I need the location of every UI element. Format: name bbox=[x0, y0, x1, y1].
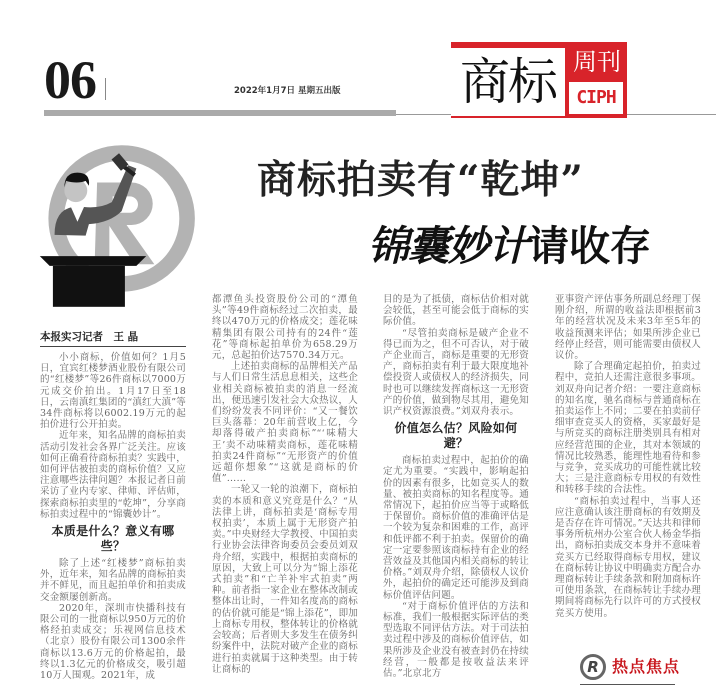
article-column-1 bbox=[40, 352, 186, 681]
paragraph: 除了合理确定起拍价，拍卖过程中，竞拍人还需注意很多事项。刘双舟向记者介绍：一要注意商标的知名度，驰名商标与普通商标在拍卖运作上不同；二要在拍卖前仔细审查竞买人的资格，买家最好是与所竞买的商标注册类别具有相对应经营范围的企业，其对本领域的情况比较熟悉，能理性地看待和参与竞争，竞买成功的可能性就比较大；三是注意商标专用权的有效性和转移手续的合法性。 bbox=[555, 361, 701, 496]
paragraph: 小小商标，价值如何？1月5日，宜宾红楼梦酒业股份有限公司的“红楼梦”等26件商标以7000万元成交价拍出。1月17日至18日，云南滇红集团的“滇红大滇”等34件商标将以6002.19万元的起拍价进行公开拍卖。 bbox=[40, 352, 186, 431]
logo-main-text: 商标 bbox=[451, 48, 565, 116]
paragraph: 目的是为了抵债，商标估价相对就会较低，甚至可能会低于商标的实际价值。 bbox=[383, 294, 529, 328]
headline-subtitle bbox=[368, 221, 651, 271]
paragraph: 上述拍卖商标的品牌相关产品与人们日常生活息息相关，这些企业相关商标被拍卖的消息一经流出，便迅速引发社会大众热议，人们纷纷发表不同评价：“又一餐饮巨头落幕：20年前营收上亿，今却落得破产拍卖商标”“‘味精大王’卖不动味精卖商标，莲花味精拍卖24件商标”“无形资产的价值远超你想象”“这就是商标的价值”…… bbox=[212, 361, 358, 485]
paragraph: 亚事资产评估事务所副总经理丁保刚介绍，所谓的收益法即根据前3年的经营状况及未来3年至5年的收益预测来评估；如果所涉企业已经停止经营，则可能需要由债权人议价。 bbox=[555, 294, 701, 362]
logo-sub-text: 周刊 bbox=[573, 48, 621, 76]
paragraph: “尽管拍卖商标是破产企业不得已而为之，但不可否认，对于破产企业而言，商标是重要的无形资产，商标拍卖有利于最大限度地补偿投资人或债权人的经济损失，同时也可以继续发挥商标这一无形资产的价值，做到物尽其用，避免知识产权资源浪费。”刘双舟表示。 bbox=[383, 327, 529, 418]
masthead-logo bbox=[451, 42, 627, 118]
paragraph: 近年来，知名品牌的商标拍卖活动引发社会各界广泛关注。应该如何正确看待商标拍卖？实践中，如何评估被拍卖的商标价值？又应注意哪些法律问题？本报记者日前采访了业内专家、律师、评估师，探索商标拍卖里的“乾坤”，分享商标拍卖过程中的“锦囊妙计”。 bbox=[40, 430, 186, 520]
section-tag-underline bbox=[580, 684, 675, 685]
article-column-4 bbox=[555, 294, 701, 619]
section-heading: 价值怎么估？风险如何避？ bbox=[394, 421, 518, 451]
paragraph: 一轮又一轮的浪潮下，商标拍卖的本质和意义究竟是什么？“从法律上讲，商标拍卖是‘商标专用权拍卖’，本质上属于无形资产拍卖。”中央财经大学教授、中国拍卖行业协会法律咨询委员会委员刘双舟介绍，实践中，根据拍卖商标的原因，大致上可以分为“锦上添花式拍卖”和“亡羊补牢式拍卖”两种。前者指一家企业在整体改制或整体出让时，一件知名度高的商标的估价就可能是“锦上添花”，即加上商标专用权，整体转让的价格就会较高；后者则大多发生在债务纠纷案件中，法院对破产企业的商标进行拍卖就属于这种类型。由于转让商标的 bbox=[212, 484, 358, 675]
paragraph: “对于商标价值评估的方法和标准，我们一般根据实际评估的类型选取不同评估方法。对于司法拍卖过程中涉及的商标价值评估，如果所涉及企业没有被查封仍在持续经营，一般都是按收益法来评估。”北京北方 bbox=[383, 600, 529, 680]
section-tag-label: 热点焦点 bbox=[612, 657, 681, 676]
header-divider bbox=[105, 78, 106, 100]
subtitle-plain: 请收存 bbox=[528, 222, 651, 270]
header-rule bbox=[44, 110, 396, 116]
paragraph: 2020年，深圳市快播科技有限公司的一批商标以950万元的价格经拍卖成交；乐视网信息技术（北京）股份有限公司1300余件商标以13.6万元的价格起拍，最终以1.3亿元的价格成交，吸引超10万人围观。2021年，成 bbox=[40, 602, 186, 682]
article-column-3 bbox=[383, 294, 529, 679]
paragraph: 商标拍卖过程中，起拍价的确定尤为重要。“实践中，影响起拍价的因素有很多，比如竞买人的数量、被拍卖商标的知名程度等。通常情况下，起拍价应当等于或略低于保留价。商标价值的准确评估是一个较为复杂和困难的工作，高评和低评都不利于拍卖。保留价的确定一定要参照该商标持有企业的经营效益及其他国内相关商标的转让价格。”刘双舟介绍，除债权人议价外，起拍价的确定还可能涉及到商标价值评估问题。 bbox=[383, 455, 529, 601]
paragraph: 除了上述“红楼梦”商标拍卖外，近年来，知名品牌的商标拍卖并不鲜见，而且起拍单价和拍卖成交金额屡创新高。 bbox=[40, 558, 186, 603]
paragraph: 都潭鱼头投资股份公司的“潭鱼头”等49件商标经过二次拍卖，最终以470万元的价格成交；莲花味精集团有限公司持有的24件“莲花”等商标起拍单价为658.29万元，总起拍价达7570.34万元。 bbox=[212, 294, 358, 362]
byline: 本报实习记者 王 晶 bbox=[40, 330, 186, 347]
registered-trademark-auctioneer-icon bbox=[30, 125, 210, 325]
issue-date: 2022年1月7日 星期五出版 bbox=[234, 86, 341, 96]
section-heading: 本质是什么？意义有哪些？ bbox=[51, 524, 175, 554]
section-tag bbox=[580, 654, 710, 686]
registered-r-icon: R bbox=[580, 654, 606, 680]
subtitle-decorative: 锦囊妙计 bbox=[368, 222, 528, 270]
paragraph: “商标拍卖过程中，当事人还应注意确认该注册商标的有效期及是否存在许可情况。”天达共和律师事务所杭州办公室合伙人杨金华指出，商标拍卖成交本身并不意味着竞买方已经取得商标专用权，建议在商标转让协议中明确卖方配合办理商标转让手续条款和附加商标许可使用条款，在商标转让手续办理期间将商标先行以许可的方式授权竞买方使用。 bbox=[555, 495, 701, 619]
page-number: 06 bbox=[44, 50, 96, 110]
logo-english-text: CIPH bbox=[569, 82, 623, 114]
article-column-2 bbox=[212, 294, 358, 675]
headline-title: 商标拍卖有“乾坤” bbox=[257, 157, 584, 203]
